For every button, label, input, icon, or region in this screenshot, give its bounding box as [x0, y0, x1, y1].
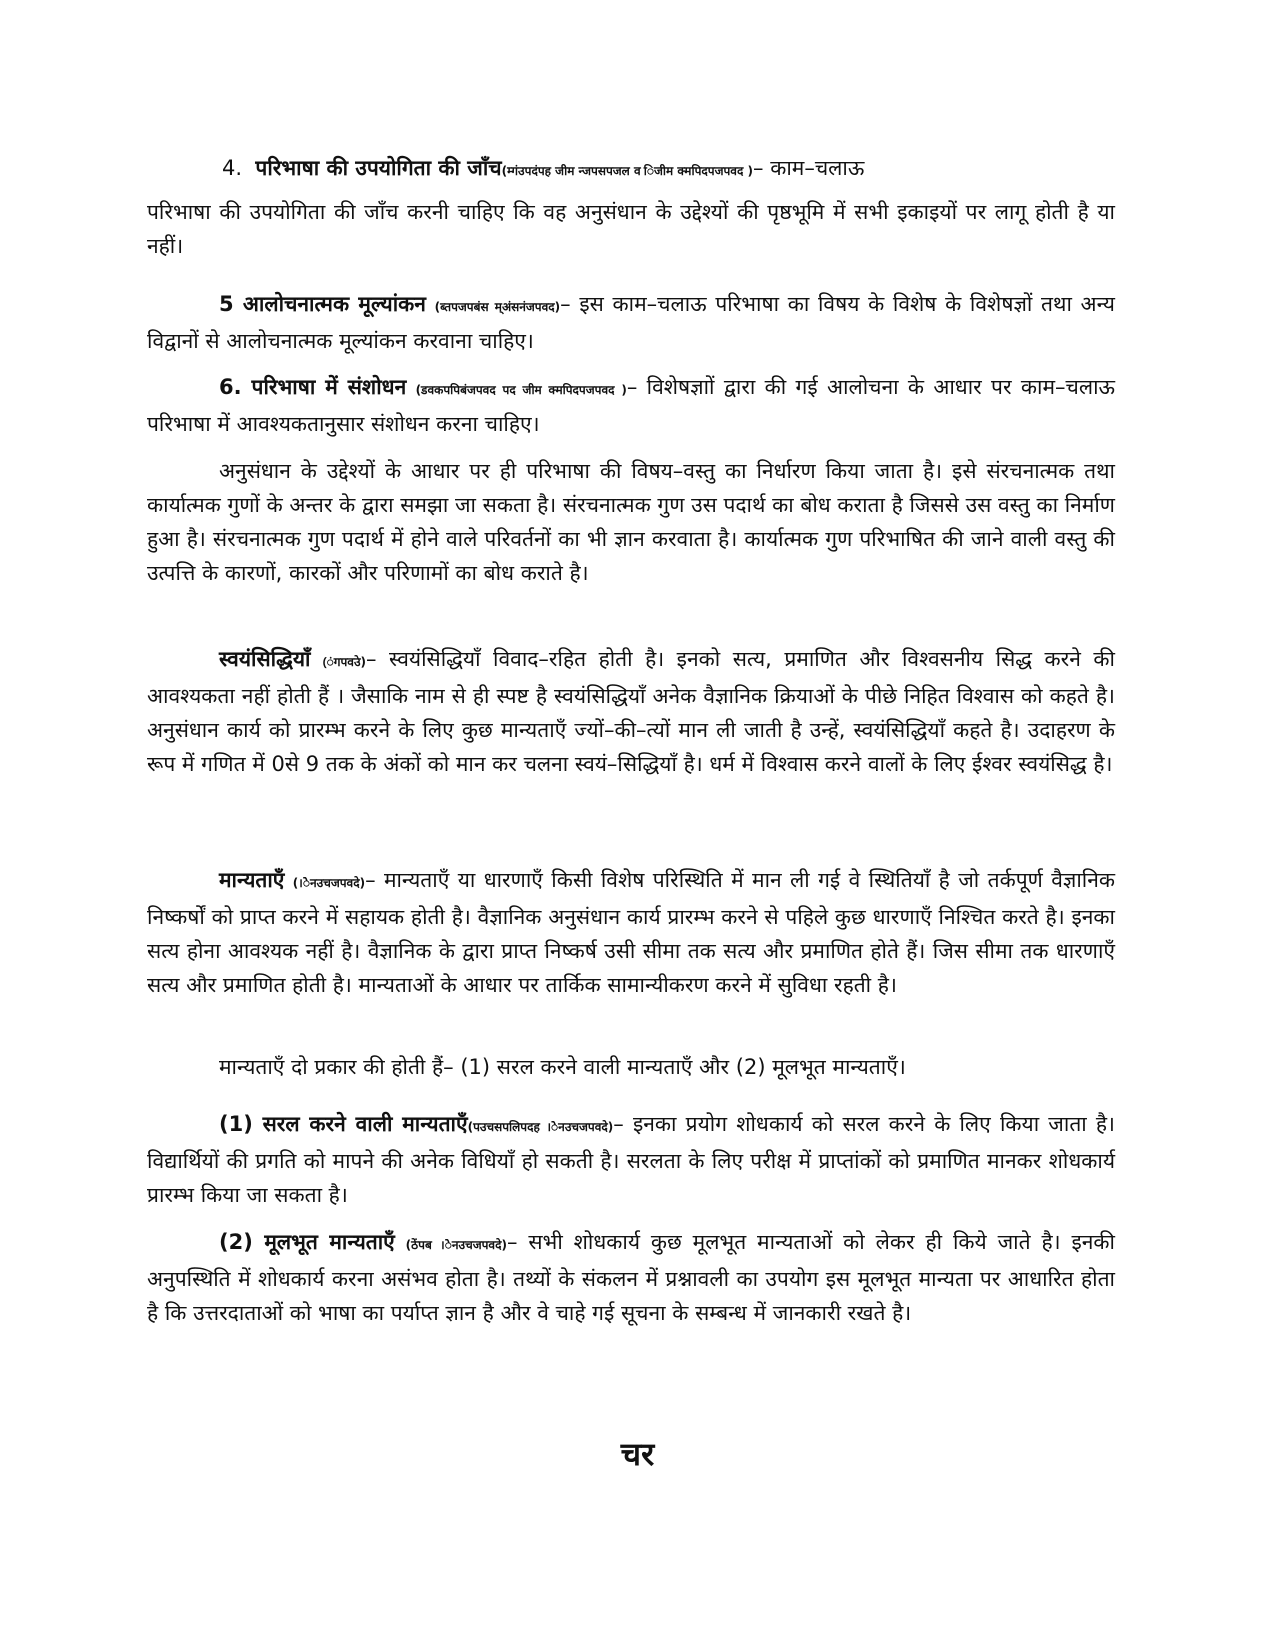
section-5-title: 5 आलोचनात्मक मूल्यांकन	[219, 292, 426, 316]
section-4-title: परिभाषा की उपयोगिता की जाँच	[255, 156, 502, 180]
section-6-english-term: (डवकपपिबंजपवद पद जीम क्मपिदपजपवद )	[415, 383, 627, 397]
section-4-body: परिभाषा की उपयोगिता की जाँच करनी चाहिए कि वह अनुसंधान के उद्देश्यों की पृष्ठभूमि में सभी इकाइयों पर लागू होती है या नहीं।	[147, 200, 1115, 258]
section-5-paragraph	[147, 287, 1115, 358]
simplifying-paragraph	[147, 1107, 1115, 1212]
axioms-english-term: (ंगपवउे)	[323, 655, 367, 669]
basic-english-term: (ठेंपब ।ेेनउचजपवदे)	[405, 1238, 507, 1252]
assumptions-english-term: (।ेेनउचजपवदे)	[292, 876, 366, 890]
content-paragraph: अनुसंधान के उद्देश्यों के आधार पर ही परिभाषा की विषय–वस्तु का निर्धारण किया जाता है। इसे संरचनात्मक तथा कार्यात्मक गुणों के अन्तर के द्वारा समझा जा सकता है। संरचनात्मक गुण उस पदार्थ का बोध कराता है जिससे उस वस्तु का निर्माण हुआ है। संरचनात्मक गुण पदार्थ में होने वाले परिवर्तनों का भी ज्ञान करवाता है। कार्यात्मक गुण परिभाषित की जाने वाली वस्तु की उत्पत्ति के कारणों, कारकों और परिणामों का बोध कराते है।	[147, 459, 1115, 585]
basic-title: (2) मूलभूत मान्यताएँ	[219, 1230, 395, 1254]
simplifying-text: – इनका प्रयोग शोधकार्य को सरल करने के लिए किया जाता है। विद्यार्थियों की प्रगति को मापने की अनेक विधियाँ हो सकती है। सरलता के लिए परीक्ष में प्राप्तांकों को प्रमाणित मानकर शोधकार्य प्रारम्भ किया जा सकता है।	[147, 1112, 1116, 1207]
section-4-number: 4.	[222, 156, 243, 180]
axioms-title: स्वयंसिद्धियाँ	[219, 647, 311, 671]
next-section-heading: चर	[620, 1435, 655, 1473]
basic-text: – सभी शोधकार्य कुछ मूलभूत मान्यताओं को लेकर ही किये जाते है। इनकी अनुपस्थिति में शोधकार्य करना असंभव होता है। तथ्यों के संकलन में प्रश्नावली का उपयोग इस मूलभूत मान्यता पर आधारित होता है कि उत्तरदाताओं को भाषा का पर्याप्त ज्ञान है और वे चाहे गई सूचना के सम्बन्ध में जानकारी रखते है।	[147, 1230, 1115, 1325]
simplifying-english-term: (पउचसपलिपदह ।ेेनउचजपवदे)	[467, 1120, 614, 1134]
assumptions-paragraph	[147, 863, 1115, 1002]
axioms-paragraph	[147, 642, 1115, 781]
axioms-text: – स्वयंसिद्धियाँ विवाद–रहित होती है। इनको सत्य, प्रमाणित और विश्वसनीय सिद्ध करने की आवश्यकता नहीं होती हैं । जैसाकि नाम से ही स्पष्ट है स्वयंसिद्धियाँ अनेक वैज्ञानिक क्रियाओं के पीछे निहित विश्वास को कहते है। अनुसंधान कार्य को प्रारम्भ करने के लिए कुछ मान्यताएँ ज्यों–की–त्यों मान ली जाती है उन्हें, स्वयंसिद्धियाँ कहते है। उदाहरण के रूप में गणित में 0से 9 तक के अंकों को मान कर चलना स्वयं–सिद्धियाँ है। धर्म में विश्वास करने वालों के लिए ईश्वर स्वयंसिद्ध है।	[147, 647, 1115, 776]
section-4-english-term: (म्गंउपदंपह जीम न्जपसपजल व िजीम क्मपिदपजपवद )	[501, 164, 754, 178]
section-4-dash-text: – काम–चलाऊ	[753, 156, 865, 180]
section-6-title: 6. परिभाषा में संशोधन	[219, 375, 407, 399]
section-6-text: – विशेषज्ञाों द्वारा की गई आलोचना के आधार पर काम–चलाऊ परिभाषा में आवश्यकतानुसार संशोधन करना चाहिए।	[147, 375, 1116, 436]
section-5-text: – इस काम–चलाऊ परिभाषा का विषय के विशेष के विशेषज्ञों तथा अन्य विद्वानों से आलोचनात्मक मूल्यांकन करवाना चाहिए।	[147, 292, 1115, 353]
section-4-heading	[222, 151, 864, 188]
basic-paragraph	[147, 1225, 1115, 1330]
assumptions-title: मान्यताएँ	[219, 868, 285, 892]
section-5-english-term: (ब्तपजपबंस म्अंसनंजपवद)	[434, 300, 561, 314]
section-6-paragraph	[147, 370, 1115, 441]
simplifying-title: (1) सरल करने वाली मान्यताएँ	[219, 1112, 468, 1136]
assumptions-text: – मान्यताएँ या धारणाएँ किसी विशेष परिस्थिति में मान ली गई वे स्थितियाँ है जो तर्कपूर्ण वैज्ञानिक निष्कर्षों को प्राप्त करने में सहायक होती है। वैज्ञानिक अनुसंधान कार्य प्रारम्भ करने से पहिले कुछ धारणाएँ निश्चित करते है। इनका सत्य होना आवश्यक नहीं है। वैज्ञानिक के द्वारा प्राप्त निष्कर्ष उसी सीमा तक सत्य और प्रमाणित होते हैं। जिस सीमा तक धारणाएँ सत्य और प्रमाणित होती है। मान्यताओं के आधार पर तार्किक सामान्यीकरण करने में सुविधा रहती है।	[147, 868, 1115, 997]
assumption-types-paragraph: मान्यताएँ दो प्रकार की होती हैं– (1) सरल करने वाली मान्यताएँ और (2) मूलभूत मान्यताएँ।	[219, 1055, 906, 1079]
